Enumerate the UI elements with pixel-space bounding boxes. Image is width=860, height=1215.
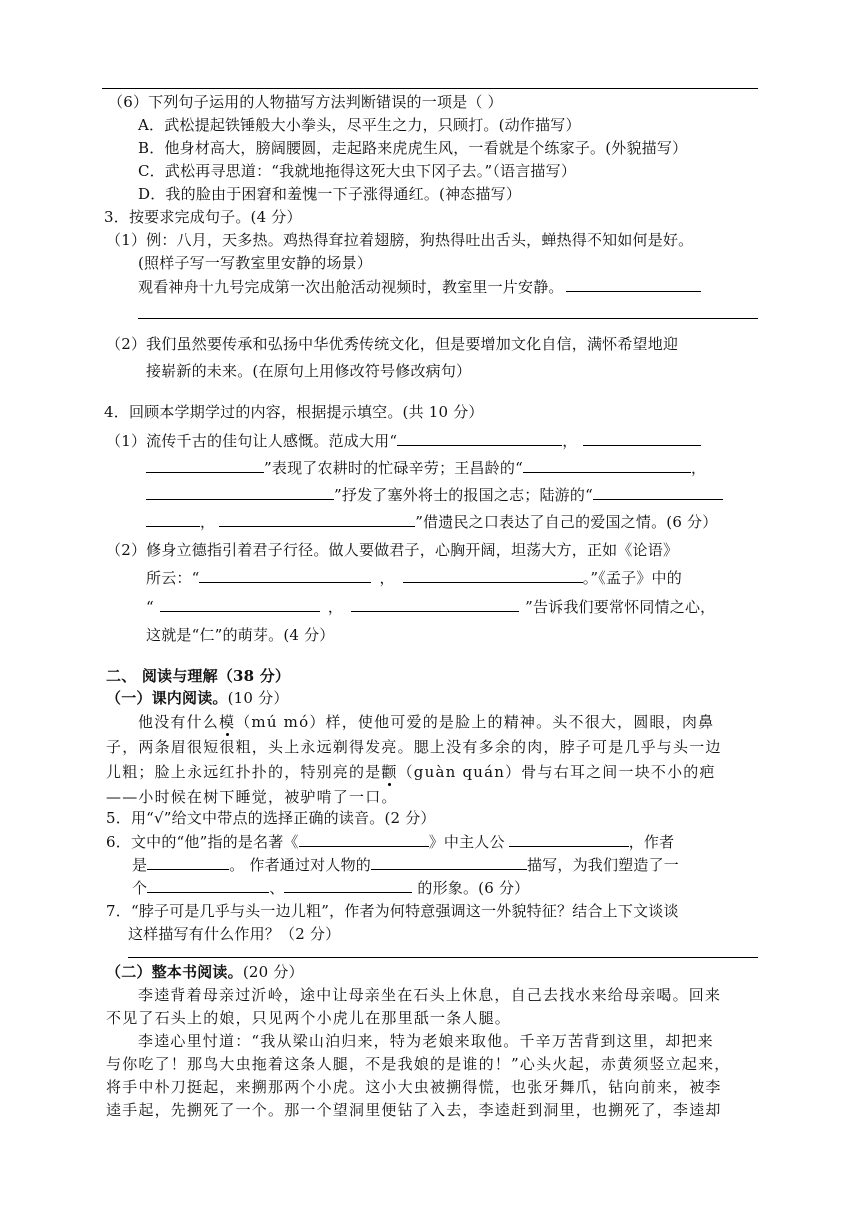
q5-text: 5．用“√”给文中带点的选择正确的读音。(2 分） — [106, 809, 436, 827]
q4-p1-text-c: ”抒发了塞外将士的报国之志；陆游的“ — [334, 486, 593, 504]
q7-line2: 这样描写有什么作用？（2 分） — [128, 925, 341, 943]
q6b-text-c: ，作者 — [628, 833, 675, 851]
q6b-text-d: 是 — [132, 856, 148, 874]
q4-blank-10[interactable] — [403, 567, 583, 583]
q6b-book-blank[interactable] — [299, 831, 429, 847]
sub1-score: (10 分） — [227, 689, 289, 707]
q4-comma-2: ， — [690, 459, 707, 477]
q6-stem: （6）下列句子运用的人物描写方法判断错误的一项是（ ） — [108, 93, 503, 111]
q6b-text-f: 描写，为我们塑造了一 — [526, 856, 679, 874]
q7-line1: 7．“脖子可是几乎与头一边儿粗”，作者为何特意强调这一外貌特征？结合上下文谈谈 — [106, 902, 679, 920]
q4-p1-line3 — [146, 484, 723, 505]
q4-blank-11[interactable] — [160, 596, 320, 612]
q3-instruction: (照样子写一写教室里安静的场景） — [138, 254, 373, 272]
q6b-method-blank[interactable] — [371, 854, 527, 870]
q6b-line2 — [132, 854, 679, 875]
sub1-title: （一）课内阅读。 — [106, 689, 228, 707]
q4-blank-4[interactable] — [523, 457, 691, 473]
q6b-line1 — [106, 831, 674, 852]
q6b-text-e: 。 作者通过对人物的 — [229, 856, 371, 874]
passage1-line1 — [138, 712, 714, 732]
q4-blank-2[interactable] — [583, 430, 701, 446]
q3-prompt — [138, 276, 701, 297]
q6b-text-g: 个 — [132, 879, 148, 897]
passage2-line2: 不见了石头上的娘，只见两个小虎儿在那里舐一条人腿。 — [106, 1009, 512, 1027]
passage2-line5: 将手中朴刀挺起，来搠那两个小虎。这小大虫被搠得慌，也张牙舞爪，钻向前来，被李 — [106, 1078, 722, 1096]
q4-p1-line1 — [106, 430, 701, 451]
q4-blank-12[interactable] — [351, 596, 519, 612]
q4-p2-line1: （2）修身立德指引着君子行径。做人要做君子，心胸开阔，坦荡大方，正如《论语》 — [106, 541, 679, 559]
q6b-trait-blank-2[interactable] — [284, 877, 412, 893]
q6-option-c: C．武松再寻思道：“我就地拖得这死大虫下冈子去。”（语言描写） — [138, 162, 577, 180]
q4-blank-7[interactable] — [146, 511, 200, 527]
q4-p2-line2 — [146, 567, 682, 588]
q6b-text-h: 、 — [269, 879, 285, 897]
q4-p2-text-period: 。”《孟子》中的 — [582, 569, 682, 587]
q4-blank-6[interactable] — [593, 484, 723, 500]
dotted-char-mo: 模 — [219, 713, 236, 731]
passage2-line1: 李逵背着母亲过沂岭，途中让母亲坐在石头上休息，自己去找水来给母亲喝。回来 — [138, 986, 722, 1004]
q4-p2-text-b: 所云：“ — [146, 569, 200, 587]
q6b-text-b: 》中主人公 — [428, 833, 505, 851]
q4-p2-line4: 这就是“仁”的萌芽。(4 分） — [146, 626, 335, 644]
q3-sentence-line2: 接崭新的未来。(在原句上用修改符号修改病句） — [146, 362, 472, 380]
passage1-line2: 子，两条眉很短很粗，头上永远剃得发亮。腮上没有多余的肉，脖子可是几乎与头一边 — [106, 738, 722, 756]
q4-p2-line3 — [146, 596, 715, 617]
q7-answer-line[interactable] — [128, 957, 758, 958]
q6b-line3 — [132, 877, 529, 898]
passage1-text: 他没有什么 — [138, 713, 220, 731]
q6b-author-blank[interactable] — [147, 854, 229, 870]
sub2-title: （二）整本书阅读。 — [106, 963, 243, 981]
passage1-text: 儿粗；脸上永远红扑扑的，特别亮的是 — [106, 763, 382, 781]
passage1-text: （guàn quán）骨与右耳之间一块不小的疤 — [397, 763, 716, 781]
sub2-heading — [106, 962, 304, 982]
q4-p1-line2 — [146, 457, 706, 478]
passage2-line6: 逵手起，先搠死了一个。那一个望洞里便钻了入去，李逵赶到洞里，也搠死了，李逵却 — [106, 1101, 722, 1119]
q4-blank-3[interactable] — [146, 457, 264, 473]
q6b-trait-blank-1[interactable] — [147, 877, 269, 893]
q4-comma-1: ， — [562, 432, 578, 450]
q4-p1-line4 — [146, 511, 717, 532]
passage2-line4: 与你吃了！那鸟大虫拖着这条人腿，不是我娘的是谁的！”心头火起，赤黄须竖立起来， — [106, 1055, 731, 1073]
q3-sentence-line1: （2）我们虽然要传承和弘扬中华优秀传统文化，但是要增加文化自信，满怀希望地迎 — [106, 335, 679, 353]
sub2-score: (20 分） — [242, 963, 304, 981]
dotted-char-quan: 颧 — [381, 763, 398, 781]
q3-prompt-text: 观看神舟十九号完成第一次出舱活动视频时，教室里一片安静。 — [138, 278, 564, 296]
passage2-line3: 李逵心里忖道：“我从梁山泊归来，特为老娘来取他。千辛万苦背到这里，却把来 — [138, 1032, 714, 1050]
q4-p1-text-a: （1）流传千古的佳句让人感慨。范成大用“ — [106, 432, 398, 450]
q6-option-a: A．武松提起铁锤般大小拳头，尽平生之力，只顾打。(动作描写） — [138, 116, 581, 134]
q4-blank-1[interactable] — [397, 430, 562, 446]
q4-title: 4．回顾本学期学过的内容，根据提示填空。(共 10 分） — [104, 403, 484, 421]
q4-blank-5[interactable] — [146, 484, 334, 500]
q3-title: 3．按要求完成句子。(4 分） — [104, 208, 302, 226]
q4-p1-text-d: ”借遗民之口表达了自己的爱国之情。(6 分） — [415, 513, 718, 531]
section2-title: 二、 阅读与理解（38 分） — [106, 667, 291, 685]
q6b-text-i: 的形象。(6 分） — [412, 879, 530, 897]
q4-p2-text-c: ”告诉我们要常怀同情之心， — [525, 598, 716, 616]
q4-comma-5: ， — [327, 598, 344, 616]
passage1-line3 — [106, 762, 716, 782]
q3-answer-line[interactable] — [138, 318, 758, 319]
q6b-text-a: 6．文中的“他”指的是名著《 — [106, 833, 299, 851]
q3-answer-blank[interactable] — [566, 276, 701, 292]
q4-comma-3: ， — [200, 513, 216, 531]
passage1-text: （mú mó）样，使他可爱的是脸上的精神。头不很大，圆眼，肉鼻 — [235, 713, 715, 731]
q6-option-b: B．他身材高大，膀阔腰圆，走起路来虎虎生风，一看就是个练家子。(外貌描写） — [138, 139, 688, 157]
q6-option-d: D．我的脸由于困窘和羞愧一下子涨得通红。(神态描写） — [138, 185, 522, 203]
q4-open-quote: “ — [146, 598, 154, 616]
q4-comma-4: ， — [379, 569, 395, 587]
q6b-hero-blank[interactable] — [509, 831, 629, 847]
q4-blank-8[interactable] — [219, 511, 415, 527]
q4-blank-9[interactable] — [199, 567, 371, 583]
passage1-line4: ——小时候在树下睡觉，被驴啃了一口。 — [106, 788, 398, 806]
sub1-heading — [106, 688, 289, 708]
q3-example: （1）例：八月，天多热。鸡热得耷拉着翅膀，狗热得吐出舌头，蝉热得不知如何是好。 — [106, 231, 694, 249]
q4-p1-text-b: ”表现了农耕时的忙碌辛劳；王昌龄的“ — [264, 459, 523, 477]
header-rule — [102, 88, 758, 89]
